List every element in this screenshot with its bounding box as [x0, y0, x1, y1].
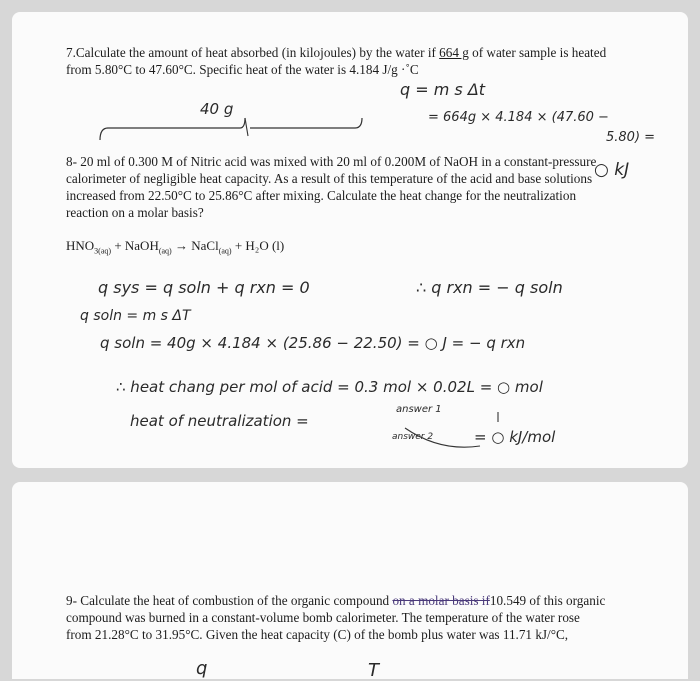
- question-9-struck-text: on a molar basis if: [392, 593, 490, 608]
- handwritten-final-answer: = ○ kJ/mol: [474, 428, 556, 446]
- handwritten-q9-q: q: [196, 658, 208, 679]
- question-7-text-a: 7.Calculate the amount of heat absorbed (in kilojoules) by the water if: [66, 45, 440, 60]
- handwritten-formula: q = m s Δt: [400, 80, 486, 99]
- handwritten-qsoln-formula: q soln = m s ΔT: [80, 308, 191, 324]
- question-9-text-a: 9- Calculate the heat of combustion of the organic compound: [66, 593, 393, 608]
- handwritten-calc-line1: = 664g × 4.184 × (47.60 −: [428, 110, 609, 125]
- handwritten-answer2: answer 2: [392, 432, 434, 442]
- handwritten-q9-t: T: [368, 660, 379, 681]
- question-7-text-b: of water sample is heated from 5.80°C to 47.60°C. Specific heat of the water is 4.184 J/g ·˚C: [66, 45, 607, 77]
- reactant-hno3: HNO: [66, 238, 95, 253]
- product-water: + H₂O (l): [231, 238, 285, 253]
- reactant-naoh-state: (aq): [158, 246, 172, 256]
- question-page-bottom: [12, 482, 688, 679]
- reactant-hno3-state: 3(aq): [94, 246, 112, 256]
- question-9-text-b: 10.549 of this organic compound was burned in a constant-volume bomb calorimeter. The temperature of the water rose from 21.28°C to 31.95°C. Given the heat capacity (C) of the bomb plus water was 11.71 kJ/°C,: [66, 593, 606, 642]
- handwritten-mass: 40 g: [200, 100, 234, 118]
- handwritten-qrxn: ∴ q rxn = − q soln: [416, 278, 563, 297]
- handwritten-calc-line2: 5.80) =: [606, 130, 656, 145]
- handwritten-q7-answer: ○ kJ: [594, 160, 630, 180]
- product-nacl: → NaCl: [171, 238, 219, 253]
- question-8: 8- 20 ml of 0.300 M of Nitric acid was mixed with 20 ml of 0.200M of NaOH in a constant-pressure calorimeter of negligible heat capacity. As a result of this temperature of the acid and base solutions increased from 22.50°C to 25.86°C after mixing. Calculate the heat change for the neutralization reaction on a molar basis?: [66, 154, 597, 220]
- question-7-mass: 664 g: [439, 45, 469, 60]
- handwritten-heat-per-mol: ∴ heat chang per mol of acid = 0.3 mol × 0.02L = ○ mol: [116, 378, 543, 396]
- question-9: [66, 592, 606, 643]
- handwritten-answer1: answer 1: [396, 404, 442, 415]
- handwritten-heat-of-neutralization: heat of neutralization =: [130, 412, 309, 430]
- reaction-equation: [66, 238, 284, 256]
- handwritten-energy-balance: q sys = q soln + q rxn = 0: [98, 278, 310, 297]
- reactant-naoh: + NaOH: [111, 238, 159, 253]
- question-7: [66, 44, 626, 78]
- product-nacl-state: (aq): [218, 246, 232, 256]
- handwritten-qsoln-calc: q soln = 40g × 4.184 × (25.86 − 22.50) = ○ J = − q rxn: [100, 334, 526, 352]
